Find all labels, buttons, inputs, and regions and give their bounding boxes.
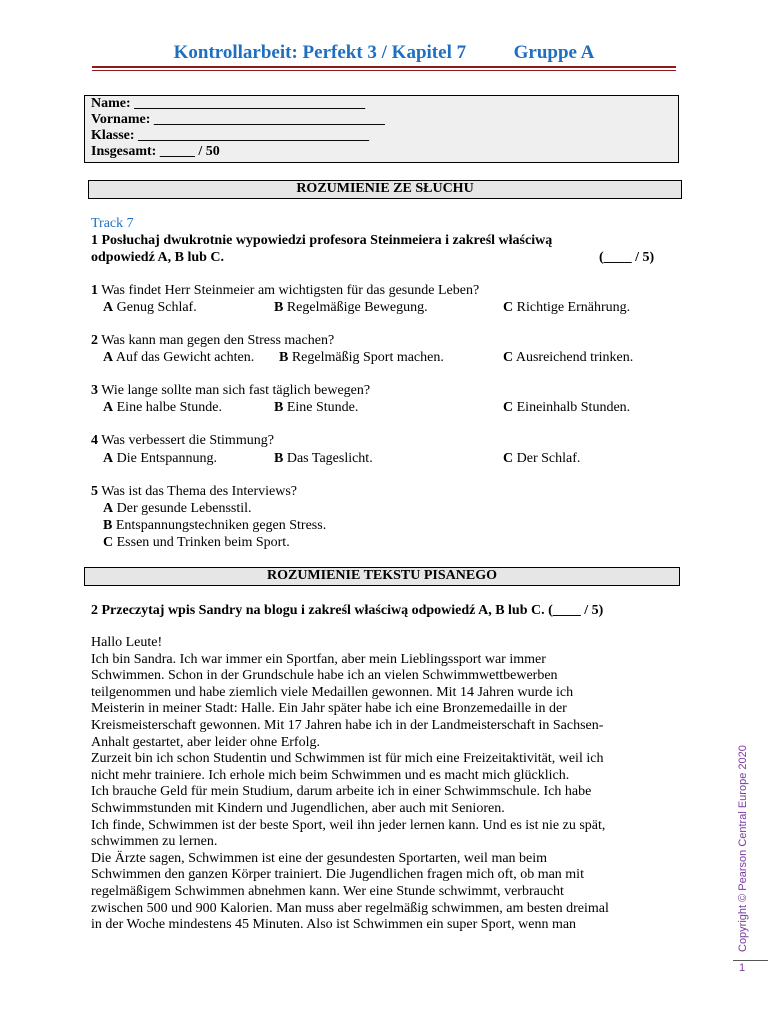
question-5-option-b[interactable]: B Entspannungstechniken gegen Stress. [103, 518, 327, 533]
section-heading-listening: ROZUMIENIE ZE SŁUCHU [88, 180, 682, 199]
total-score-field: Insgesamt: _____ / 50 [91, 144, 220, 159]
blog-line: schwimmen zu lernen. [91, 834, 218, 850]
page-title [0, 42, 768, 64]
vorname-field: Vorname: _________________________________ [91, 112, 385, 127]
blog-line: Schwimmstunden mit Kindern und Jugendlichen, aber auch mit Senioren. [91, 800, 505, 816]
blog-line: Kreismeisterschaft gewonnen. Mit 17 Jahren habe ich in der Landmeisterschaft in Sachsen- [91, 717, 604, 733]
student-info-box [84, 95, 679, 163]
question-4: 4 Was verbessert die Stimmung? [91, 433, 274, 448]
question-1-option-b[interactable]: B Regelmäßige Bewegung. [274, 300, 428, 315]
task-1-instruction-line2: odpowiedź A, B lub C. [91, 250, 225, 265]
section-heading-reading: ROZUMIENIE TEKSTU PISANEGO [84, 567, 680, 586]
question-2-option-c[interactable]: C Ausreichend trinken. [503, 350, 634, 365]
blog-greeting: Hallo Leute! [91, 635, 163, 650]
question-1-option-a[interactable]: A Genug Schlaf. [103, 300, 197, 315]
blog-line: zwischen 500 und 900 Kalorien. Man muss aber regelmäßig schwimmen, am besten dreimal [91, 900, 609, 916]
task-1-score: (____ / 5) [599, 250, 655, 265]
question-2: 2 Was kann man gegen den Stress machen? [91, 333, 335, 348]
blog-line: Ich brauche Geld für mein Studium, darum arbeite ich in einer Schwimmschule. Ich habe [91, 784, 592, 800]
page-number-rule [733, 960, 768, 961]
blog-line: Zurzeit bin ich schon Studentin und Schwimmen ist für mich eine Freizeitaktivität, weil ich [91, 751, 604, 767]
question-4-option-c[interactable]: C Der Schlaf. [503, 451, 581, 466]
blog-post [91, 635, 681, 934]
question-4-option-b[interactable]: B Das Tageslicht. [274, 451, 373, 466]
question-3-option-a[interactable]: A Eine halbe Stunde. [103, 400, 222, 415]
question-4-option-a[interactable]: A Die Entspannung. [103, 451, 217, 466]
copyright-notice: Copyright © Pearson Central Europe 2020 [737, 745, 749, 952]
task-2-instruction: 2 Przeczytaj wpis Sandry na blogu i zakreśl właściwą odpowiedź A, B lub C. (____ / 5) [91, 603, 604, 618]
blog-line: teilgenommen und habe ziemlich viele Medaillen gewonnen. Mit 14 Jahren wurde ich [91, 684, 574, 700]
question-5-option-c[interactable]: C Essen und Trinken beim Sport. [103, 535, 290, 550]
question-3: 3 Wie lange sollte man sich fast täglich bewegen? [91, 383, 371, 398]
title-text: Kontrollarbeit: Perfekt 3 / Kapitel 7 [173, 42, 467, 63]
blog-line: regelmäßigem Schwimmen abnehmen kann. Wer eine Stunde schwimmt, verbraucht [91, 883, 564, 899]
blog-line: Anhalt gestartet, aber leider ohne Erfolg. [91, 734, 320, 750]
klasse-field: Klasse: _________________________________ [91, 128, 370, 143]
track-label: Track 7 [91, 216, 134, 231]
task-1-number: 1 [91, 233, 98, 248]
question-1: 1 Was findet Herr Steinmeier am wichtigsten für das gesunde Leben? [91, 283, 480, 298]
group-label: Gruppe A [513, 42, 595, 63]
blog-line: Ich bin Sandra. Ich war immer ein Sportfan, aber mein Lieblingssport war immer [91, 651, 546, 667]
blog-line: nicht mehr trainiere. Ich erhole mich beim Schwimmen und es macht mich glücklich. [91, 767, 570, 783]
question-2-option-b[interactable]: B Regelmäßig Sport machen. [279, 350, 444, 365]
question-2-option-a[interactable]: A Auf das Gewicht achten. [103, 350, 255, 365]
blog-line: Schwimmen den ganzen Körper trainiert. Die Jugendlichen fragen mich oft, ob man mit [91, 867, 584, 883]
question-3-option-b[interactable]: B Eine Stunde. [274, 400, 359, 415]
title-rule-thin [92, 70, 676, 71]
blog-line: Ich finde, Schwimmen ist der beste Sport, weil ihn jeder lernen kann. Und es ist nie zu spät, [91, 817, 606, 833]
task-1-instruction [91, 232, 552, 249]
question-5: 5 Was ist das Thema des Interviews? [91, 484, 297, 499]
blog-line: in der Woche mindestens 45 Minuten. Also ist Schwimmen ein super Sport, wenn man [91, 917, 577, 933]
blog-line: Schwimmen. Schon in der Grundschule habe ich an vielen Schwimmwettbewerben [91, 668, 558, 684]
blog-line: Die Ärzte sagen, Schwimmen ist eine der gesundesten Sportarten, weil man beim [91, 850, 548, 866]
title-rule-thick [92, 66, 676, 68]
question-1-option-c[interactable]: C Richtige Ernährung. [503, 300, 631, 315]
task-1-line1: Posłuchaj dwukrotnie wypowiedzi profesora Steinmeiera i zakreśl właściwą [101, 233, 553, 248]
name-field: Name: _________________________________ [91, 96, 366, 111]
question-3-option-c[interactable]: C Eineinhalb Stunden. [503, 400, 631, 415]
blog-line: Meisterin in meiner Stadt: Halle. Ein Jahr später habe ich eine Bronzemedaille in der [91, 701, 567, 717]
question-5-option-a[interactable]: A Der gesunde Lebensstil. [103, 501, 252, 516]
page-number: 1 [739, 962, 746, 974]
